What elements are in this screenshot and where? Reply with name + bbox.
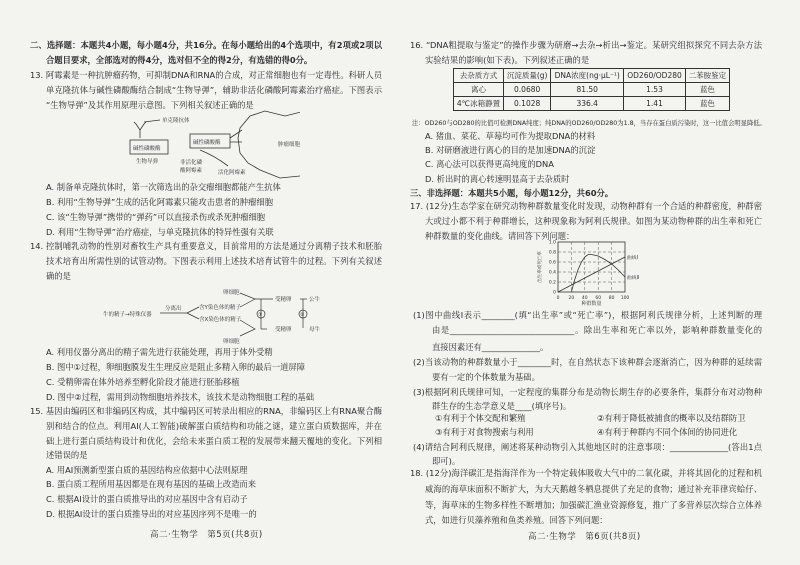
x-tick-label: 0 (556, 296, 560, 301)
q16-option-b: B. 对研磨液进行离心的目的是加速DNA的沉淀 (425, 145, 596, 155)
enzyme-pointer (230, 130, 242, 142)
y-tick-label: 0.6 (548, 260, 556, 266)
q15-stem: 别和结合的位点。利用AI(人工智能)破解蛋白质结构和功能之谜，建立蛋白质数据库，并在 (46, 421, 382, 431)
q13-stem: “生物导弹”及其作用原理示意图。下列相关叙述正确的是 (46, 100, 254, 110)
x-tick-label: 100 (620, 296, 630, 301)
q15-stem: 述错误的是 (46, 450, 88, 460)
split-arrows (187, 307, 199, 319)
antibody-icon (134, 122, 146, 138)
q14-stem: 14. 控制哺乳动物的性别对畜牧生产具有重要意义，目前常用的方法是通过分离精子技术和胚胎 (30, 241, 382, 251)
step-2-label: ② (300, 312, 305, 318)
q17-choice-1: ①有利于个体交配和繁殖 (435, 413, 526, 423)
y-tick-label: 0.4 (548, 270, 556, 276)
table-cell: 1.41 (624, 97, 686, 111)
q17-chart (520, 238, 660, 308)
page-footer-left: 高二·生物学 第5页(共8页) (150, 530, 263, 540)
x-axis-label: 种群数量 (581, 301, 602, 307)
series-label-1: 曲线Ⅰ (627, 256, 639, 261)
q18-stem: 18. (12分)海洋碳汇是指海洋作为一个特定载体吸收大气中的二氧化碳，并将其固化的过程和机 (410, 468, 762, 478)
q14-diagram (95, 284, 335, 346)
q17-choice-2: ②有利于降低被捕食的概率以及结群防卫 (597, 413, 746, 423)
table-header: 去杂质方式 (454, 69, 504, 83)
q13-option-c: C. 该“生物导弹”携带的“弹药”可以直接杀伤或杀死肿瘤细胞 (46, 212, 266, 222)
q15-option-c: C. 根据AI设计的蛋白质推导出的对应基因中含有启动子 (46, 494, 248, 504)
q14-option-c: C. 受精卵需在体外培养至孵化阶段才能进行胚胎移植 (46, 377, 240, 387)
table-header: 二苯胺鉴定 (685, 69, 729, 83)
q13-diagram (100, 108, 300, 180)
section-heading-cont: 合题目要求，全部选对的得4分，选对但不全的得2分，有选错的得0分。 (46, 55, 313, 65)
q16-table (453, 68, 730, 111)
table-cell: 336.4 (551, 97, 624, 111)
enzyme-label: 碱性磷酸酶 (133, 146, 161, 152)
male-label: 公牛 (309, 297, 321, 303)
x-tick-label: 60 (595, 296, 602, 301)
q14-option-b: B. 图中①过程，卵细胞膜发生生理反应是阻止多精入卵的最后一道屏障 (46, 362, 306, 372)
egg-label: 卵细胞 (223, 290, 240, 296)
table-cell: 蓝色 (685, 83, 729, 97)
y-tick-label: 0 (553, 290, 556, 296)
table-cell: 81.50 (551, 83, 624, 97)
zygote-label: 受精卵 (275, 297, 292, 303)
q17-part-1: (1)图中曲线Ⅰ表示________(填“出生率”或“死亡率”)，根据阿利氏规律分析，上述判断的理 (413, 310, 762, 320)
q15-option-a: A. 用AI预测新型蛋白质的基因结构应依据中心法则原理 (46, 465, 248, 475)
table-cell: 4℃冰箱静置 (454, 97, 504, 111)
y-axis-label: 出生率或死亡率 (538, 251, 543, 283)
q13-option-b: B. 利用“生物导弹”生成的活化阿霉素只能攻击患者的肿瘤细胞 (46, 197, 273, 207)
table-header: 沉淀质量(g) (504, 69, 551, 83)
table-cell: 离心 (454, 83, 504, 97)
table-header-row (454, 69, 730, 83)
y-sperm-label: 含Y染色体的精子 (199, 305, 241, 311)
q17-stem: 种群数量的变化曲线。请回答下列问题： (425, 231, 575, 241)
q15-option-b: B. 蛋白质工程所用基因都是在现有基因的基础上改造而来 (46, 479, 257, 489)
q17-part-4: (4)请结合阿利氏规律，阐述将某种动物引入其他地区时的注意事项：______________(答出1点 (413, 442, 762, 452)
sperm-label: 牛的精子→特殊仪器 (103, 312, 152, 318)
x-tick-label: 40 (581, 296, 588, 301)
inactive-drug-label: 非活化磷 (180, 160, 203, 166)
y-tick-label: 0.2 (548, 280, 556, 286)
q17-choice-3: ③有利于对食物搜索与利用 (435, 427, 534, 437)
section-heading: 二、选择题：本题共4小题，每小题4分，共16分。在每小题给出的4个选项中，有2项或2项以 (30, 40, 382, 50)
q14-option-a: A. 利用仪器分离出的精子需先进行获能处理，再用于体外受精 (46, 347, 273, 357)
female-label: 母牛 (309, 327, 321, 333)
q13-stem: 13. 阿霉素是一种抗肿瘤药物，可抑制DNA和RNA的合成，对正常细胞也有一定毒性。科研人员 (30, 70, 382, 80)
table-row (454, 83, 730, 97)
table-row (454, 97, 730, 111)
q17-part-1: 直接因素还有______________。 (432, 342, 549, 352)
merge-lines-top (240, 293, 255, 307)
q15-option-d: D. 根据AI设计的蛋白质推导出的对应基因序列不是唯一的 (46, 509, 257, 519)
antibody-label: 单克隆抗体 (162, 118, 190, 124)
q17-part-4: 即可)。 (432, 456, 461, 466)
q17-part-1: 由是______________________________。除出生率和死亡率以外，影响种群数量变化的 (432, 325, 762, 335)
q18-stem: 等，海草床的生物多样性不断增加；加强碳汇渔业资源修复，推广了多营养层次综合立体养 (425, 500, 762, 510)
series-label-2: 曲线Ⅱ (627, 276, 639, 281)
q17-part-3: (3)根据阿利氏规律可知，一定程度的集群分布是动物长期生存的必要条件，集群分布对动物种 (413, 387, 762, 397)
q16-stem: 16. “DNA粗提取与鉴定”的操作步骤为研磨→去杂→析出→鉴定。某研究组拟探究不同去杂方法 (410, 40, 762, 50)
egg-label: 卵细胞 (223, 339, 240, 345)
q17-stem: 17. (12分)生态学家在研究动物种群数量变化时发现，动物种群有一个合适的种群密度，种群密 (410, 201, 762, 211)
antibody-pointer (144, 120, 160, 122)
q17-stem: 大或过小都不利于种群增长，这种现象称为阿利氏规律。如图为某动物种群的出生率和死亡 (425, 216, 762, 226)
q17-part-3: 群生存的生态学意义是____(填序号)。 (432, 401, 572, 411)
zygote-label: 受精卵 (275, 327, 292, 333)
table-cell: 1.53 (624, 83, 686, 97)
y-tick-label: 0.8 (548, 250, 556, 256)
table-cell: 0.1028 (504, 97, 551, 111)
q17-part-2: 要有一定的个体数量为基础。 (432, 372, 540, 382)
q14-stem: 确的是 (46, 271, 71, 281)
step-1-label: ① (258, 312, 263, 318)
q15-stem: 础上进行蛋白质结构设计和优化，会给未来蛋白质工程的发展带来翻天覆地的变化。下列相 (46, 436, 382, 446)
y-tick-label: 1.0 (548, 240, 556, 246)
q13-option-a: A. 制备单克隆抗体时，第一次筛选出的杂交瘤细胞都能产生抗体 (46, 182, 281, 192)
q16-option-d: D. 析出时的离心转速明显高于去杂质时 (425, 174, 570, 184)
table-header: OD260/OD280 (624, 69, 686, 83)
q18-stem: 式，如进行贝藻养殖和鱼类养殖。回答下列问题： (425, 515, 608, 525)
active-drug-label: 活化阿霉素 (218, 170, 246, 176)
q13-option-d: D. 利用“生物导弹”治疗癌症，与单克隆抗体的特异性强有关联 (46, 227, 274, 237)
tumor-label: 肿瘤细胞 (278, 142, 300, 148)
merge-lines-bottom (240, 320, 255, 336)
q16-option-c: C. 离心法可以获得更高纯度的DNA (425, 159, 554, 169)
q16-note: 注：OD260与OD280的比值可检测DNA纯度；纯DNA的OD260/OD280为1.8，当存在蛋白质污染时，这一比值会明显降低。 (412, 120, 766, 127)
q16-option-a: A. 猪血、菜花、草莓均可作为提取DNA的材料 (425, 131, 596, 141)
inactive-drug-label: 酸阿霉素 (180, 168, 203, 174)
q17-choice-4: ④有利于种群内不同个体间的协同进化 (597, 427, 738, 437)
q14-option-d: D. 图中②过程，需用到动物细胞培养技术，该技术是动物细胞工程的基础 (46, 392, 315, 402)
q14-stem: 技术培育出所需性别的试管动物。下图表示利用上述技术培育试管牛的过程。下列有关叙述 (46, 256, 382, 266)
page-footer-right: 高二·生物学 第6页(共8页) (528, 532, 641, 542)
x-tick-label: 80 (608, 296, 615, 301)
separate-label: 分离出 (165, 306, 182, 312)
q15-stem: 15. 基因由编码区和非编码区构成，其中编码区可转录出相应的RNA，非编码区上有RNA聚合酶 (30, 406, 382, 416)
missile-label: 生物导弹 (136, 159, 159, 165)
section-3-heading: 三、非选择题：本题共5小题，每小题12分，共60分。 (410, 188, 614, 198)
x-tick-label: 20 (568, 296, 575, 301)
q13-stem: 单克隆抗体与碱性磷酸酶结合制成“生物导弹”，辅助非活化磷酸阿霉素治疗癌症。下图表示 (46, 85, 382, 95)
table-header: DNA浓度(ng·μL⁻¹) (551, 69, 624, 83)
table-cell: 0.0680 (504, 83, 551, 97)
q18-stem: 威海的海草床面积不断扩大，为大天鹅越冬栖息提供了充足的食物；通过补充菲律宾蛤仔、 (425, 484, 762, 494)
q17-part-2: (2)当该动物的种群数量小于________时，在自然状态下该种群会逐渐消亡，因为种群的延续需 (413, 357, 762, 367)
x-sperm-label: 含X染色体的精子 (199, 317, 242, 323)
table-cell: 蓝色 (685, 97, 729, 111)
reaction-arrow (200, 150, 228, 166)
q16-stem: 实验结果的影响(如下表)。下列叙述正确的是 (425, 55, 590, 65)
enzyme-label-2: 碱性磷酸酶 (193, 140, 221, 146)
